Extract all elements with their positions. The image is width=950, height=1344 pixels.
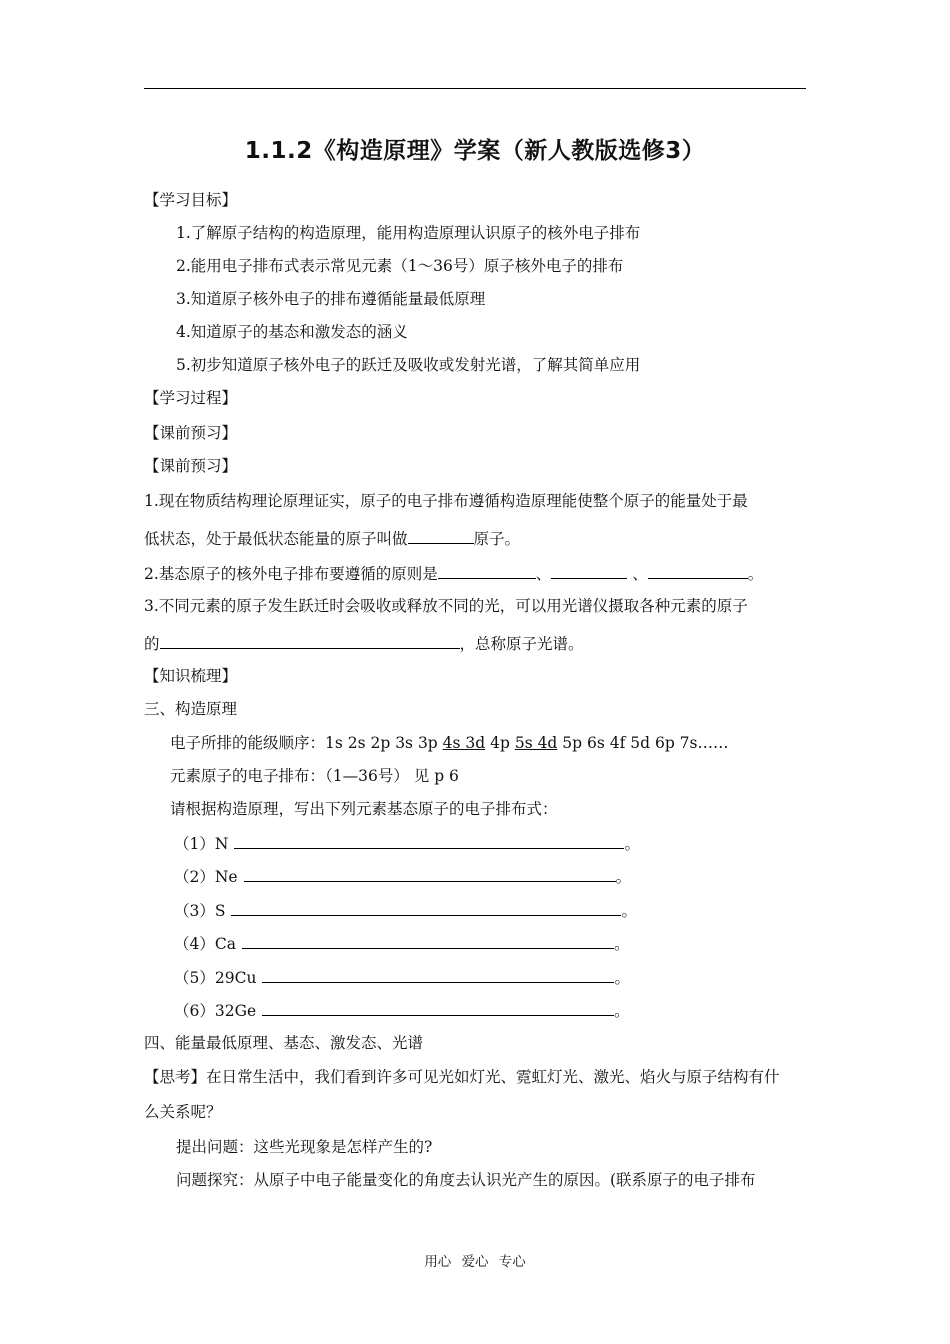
energy-level-order [170, 732, 729, 754]
answer-blank[interactable] [262, 966, 614, 983]
item-end: 。 [614, 1002, 630, 1020]
question-3-text: 的 [144, 635, 160, 653]
preview-header: 【课前预习】 [144, 424, 238, 442]
section-3-title: 三、构造原理 [144, 700, 238, 718]
question-1-line-1: 1.现在物质结构理论原理证实，原子的电子排布遵循构造原理能使整个原子的能量处于最 [144, 492, 748, 510]
config-item [174, 966, 630, 989]
item-end: 。 [613, 935, 630, 953]
question-3-end: ，总称原子光谱。 [459, 635, 584, 653]
item-end: 。 [614, 969, 630, 987]
order-underlined: 5s 4d [514, 734, 558, 752]
separator: 、 [627, 565, 648, 583]
question-3-line-2 [144, 632, 584, 655]
section-4-title: 四、能量最低原理、基态、激发态、光谱 [144, 1034, 424, 1052]
think-line-1: 【思考】在日常生活中，我们看到许多可见光如灯光、霓虹灯光、激光、焰火与原子结构有什 [144, 1068, 780, 1086]
goal-item: 4.知道原子的基态和激发态的涵义 [176, 323, 408, 341]
config-item-label: （1）N [174, 835, 229, 853]
config-item [174, 999, 630, 1022]
order-text: 5p 6s 4f 5d 6p 7s…… [557, 734, 729, 752]
config-item [174, 932, 629, 955]
answer-blank[interactable] [408, 527, 474, 544]
order-underlined: 4s 3d [442, 734, 486, 752]
config-item-label: （5）29Cu [174, 969, 257, 987]
config-note: 元素原子的电子排布：（1—36号） 见 p 6 [170, 767, 459, 785]
order-text: 电子所排的能级顺序：1s 2s 2p 3s 3p [170, 734, 443, 752]
think-line-2: 么关系呢？ [144, 1103, 222, 1121]
question-1-line-2 [144, 527, 520, 550]
goal-item: 5.初步知道原子核外电子的跃迁及吸收或发射光谱，了解其简单应用 [176, 356, 641, 374]
answer-blank[interactable] [231, 899, 621, 916]
separator: 、 [535, 565, 552, 583]
raise-question: 提出问题：这些光现象是怎样产生的? [176, 1138, 433, 1156]
config-item-label: （6）32Ge [174, 1002, 257, 1020]
item-end: 。 [621, 902, 637, 920]
question-2-text: 2.基态原子的核外电子排布要遵循的原则是 [144, 565, 438, 583]
config-item [174, 899, 637, 922]
item-end: 。 [615, 868, 632, 886]
goals-header: 【学习目标】 [144, 191, 238, 209]
explore-question: 问题探究：从原子中电子能量变化的角度去认识光产生的原因。(联系原子的电子排布 [176, 1171, 756, 1189]
answer-blank[interactable] [244, 865, 616, 882]
process-header: 【学习过程】 [144, 389, 238, 407]
instruction: 请根据构造原理，写出下列元素基态原子的电子排布式： [170, 800, 558, 818]
answer-blank[interactable] [262, 999, 614, 1016]
order-text: 4p [485, 734, 515, 752]
config-item [174, 832, 640, 855]
question-2-end: 。 [747, 565, 764, 583]
config-item-label: （4）Ca [174, 935, 236, 953]
preview-header: 【课前预习】 [144, 457, 238, 475]
answer-blank[interactable] [242, 932, 614, 949]
config-item-label: （2）Ne [174, 868, 238, 886]
page-footer: 用心 爱心 专心 [424, 1254, 526, 1270]
goal-item: 3.知道原子核外电子的排布遵循能量最低原理 [176, 290, 486, 308]
question-2 [144, 562, 763, 585]
answer-blank[interactable] [234, 832, 624, 849]
knowledge-header: 【知识梳理】 [144, 667, 238, 685]
item-end: 。 [624, 835, 640, 853]
answer-blank[interactable] [438, 562, 536, 579]
answer-blank[interactable] [551, 562, 627, 579]
answer-blank[interactable] [160, 632, 460, 649]
question-1-text: 低状态，处于最低状态能量的原子叫做 [144, 530, 408, 548]
question-1-end: 原子。 [473, 530, 521, 548]
question-3-line-1: 3.不同元素的原子发生跃迁时会吸收或释放不同的光，可以用光谱仪摄取各种元素的原子 [144, 597, 748, 615]
goal-item: 2.能用电子排布式表示常见元素（1～36号）原子核外电子的排布 [176, 257, 624, 275]
goal-item: 1.了解原子结构的构造原理，能用构造原理认识原子的核外电子排布 [176, 224, 641, 242]
header-rule [144, 88, 806, 89]
page-title: 1.1.2《构造原理》学案（新人教版选修3） [244, 138, 706, 164]
answer-blank[interactable] [648, 562, 748, 579]
config-item [174, 865, 631, 888]
config-item-label: （3）S [174, 902, 226, 920]
